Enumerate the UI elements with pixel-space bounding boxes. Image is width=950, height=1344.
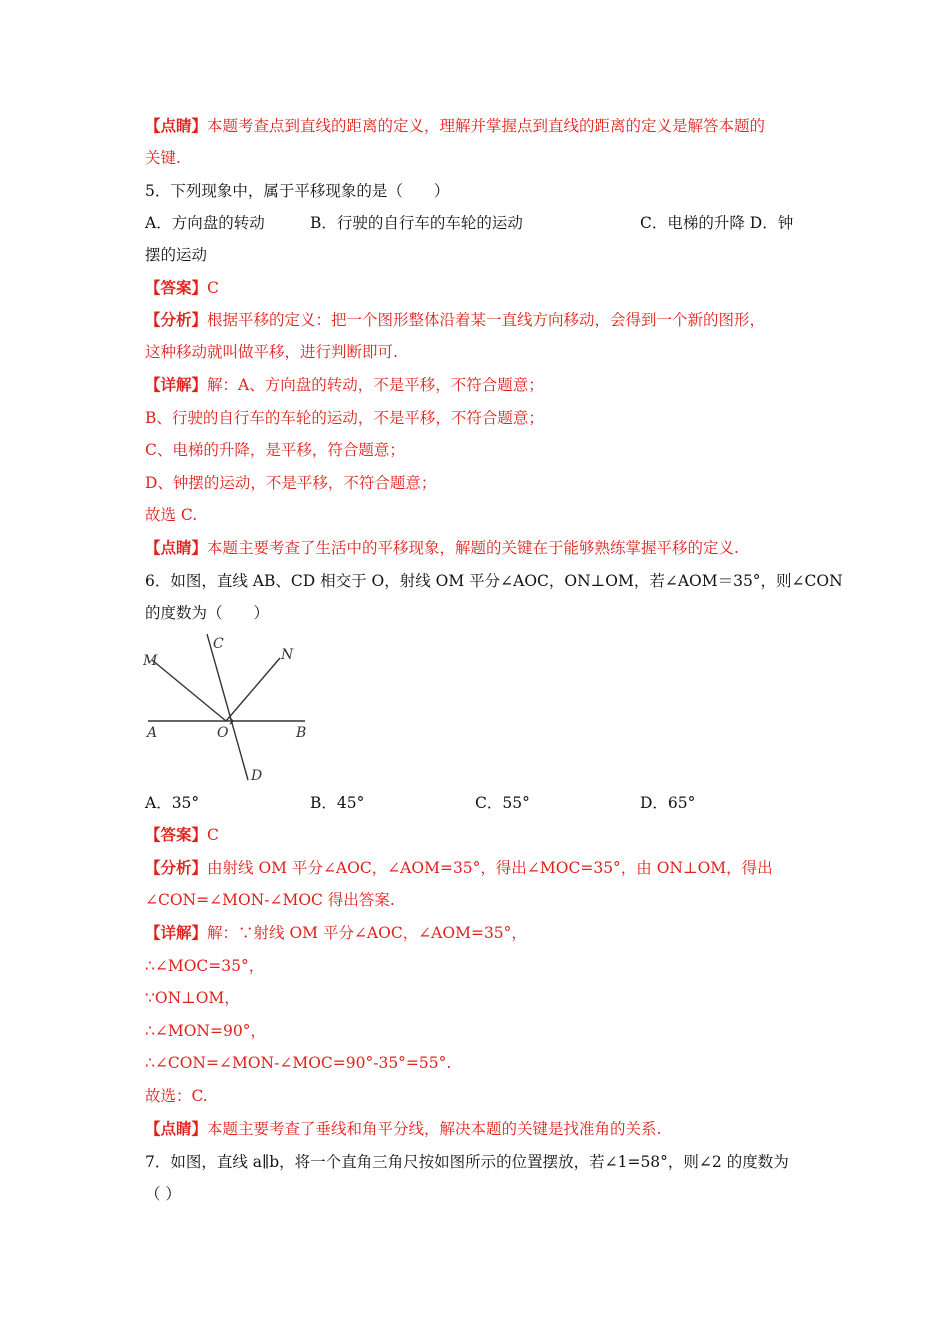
analysis-text: 根据平移的定义：把一个图形整体沿着某一直线方向移动，会得到一个新的图形， [207,311,766,329]
label-o: O [217,725,229,741]
q5-analysis-line2: 这种移动就叫做平移，进行判断即可. [145,343,398,361]
ray-om [152,660,226,721]
q6-detail-line1 [145,919,527,947]
q5-analysis-line1 [145,306,765,334]
analysis-text: 由射线 OM 平分∠AOC，∠AOM=35°，得出∠MOC=35°，由 ON⊥OM，得出 [207,859,773,877]
q6-option-d: D．65° [640,794,696,812]
tip-text: 本题考查点到直线的距离的定义，理解并掌握点到直线的距离的定义是解答本题的 [207,117,766,135]
answer-value: C [207,826,219,844]
q5-options [145,209,805,237]
q5-detail-line4: D、钟摆的运动，不是平移，不符合题意； [145,474,437,492]
q4-tip-line1 [145,112,765,140]
q6-option-b: B．45° [310,794,365,812]
detail-tag: 【详解】 [145,923,208,942]
detail-text: 解：∵射线 OM 平分∠AOC，∠AOM=35°， [207,924,527,942]
label-c: C [213,636,224,652]
q6-detail-line3: ∵ON⊥OM， [145,989,240,1007]
q5-option-a: A．方向盘的转动 [145,214,265,232]
q5-choose: 故选 C. [145,506,198,524]
ray-on [226,658,280,721]
q6-option-a: A．35° [145,794,200,812]
tip-tag: 【点睛】 [145,116,208,135]
q4-tip-line2: 关键. [145,149,181,167]
tip-tag: 【点睛】 [145,1119,208,1138]
tip-text: 本题主要考查了生活中的平移现象，解题的关键在于能够熟练掌握平移的定义. [207,539,739,557]
label-d: D [251,768,263,784]
q5-detail-line2: B、行驶的自行车的车轮的运动，不是平移，不符合题意； [145,409,544,427]
label-b: B [296,725,307,741]
q5-option-b: B．行驶的自行车的车轮的运动 [310,214,523,232]
label-n: N [281,647,294,663]
q5-detail-line1 [145,371,544,399]
tip-text: 本题主要考查了垂线和角平分线，解决本题的关键是找准角的关系. [207,1120,662,1138]
q6-geometry-figure [143,632,313,784]
q6-stem-line1: 6．如图，直线 AB、CD 相交于 O，射线 OM 平分∠AOC，ON⊥OM，若∠AOM＝35°，则∠CON [145,572,843,590]
q7-stem-line1: 7．如图，直线 a∥b，将一个直角三角尺按如图所示的位置摆放，若∠1=58°，则∠2 的度数为 [145,1153,789,1171]
q6-options [145,789,805,817]
analysis-tag: 【分析】 [145,310,208,329]
answer-tag: 【答案】 [145,825,208,844]
q6-option-c: C．55° [475,794,530,812]
answer-tag: 【答案】 [145,278,208,297]
q5-answer [145,274,219,302]
q5-tip [145,534,739,562]
detail-tag: 【详解】 [145,375,208,394]
detail-text: 解：A、方向盘的转动，不是平移，不符合题意； [207,376,544,394]
q6-detail-line5: ∴∠CON=∠MON-∠MOC=90°-35°=55°. [145,1054,452,1072]
q6-stem-line2: 的度数为（ ） [145,604,270,622]
q6-analysis-line2: ∠CON=∠MON-∠MOC 得出答案. [145,891,395,909]
tip-tag: 【点睛】 [145,538,208,557]
q5-stem: 5．下列现象中，属于平移现象的是（ ） [145,182,450,200]
q5-option-cd-cont: 摆的运动 [145,246,208,264]
q6-choose: 故选：C. [145,1087,208,1105]
q6-detail-line2: ∴∠MOC=35°， [145,957,265,975]
q6-tip [145,1115,661,1143]
line-cd [207,634,248,780]
q6-analysis-line1 [145,854,773,882]
q6-answer [145,821,219,849]
label-a: A [147,725,158,741]
q6-detail-line4: ∴∠MON=90°， [145,1022,266,1040]
q5-detail-line3: C、电梯的升降，是平移，符合题意； [145,441,405,459]
label-m: M [143,653,158,669]
answer-value: C [207,279,219,297]
q7-stem-line2: （ ） [145,1185,181,1203]
analysis-tag: 【分析】 [145,858,208,877]
q5-option-cd: C．电梯的升降 D．钟 [640,214,794,232]
